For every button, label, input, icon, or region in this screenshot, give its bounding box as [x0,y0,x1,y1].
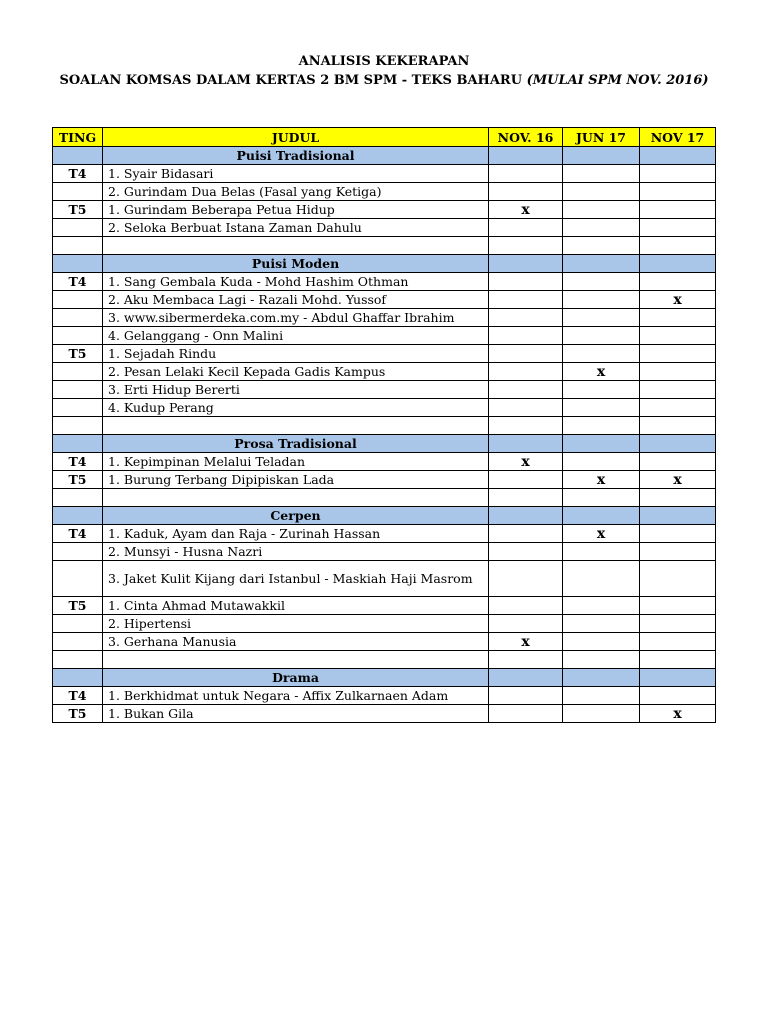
nov17-mark: x [640,471,716,489]
blank-row [53,417,716,435]
section-row [53,147,716,165]
section-nov17 [640,435,716,453]
judul-cell: 1. Cinta Ahmad Mutawakkil [103,597,489,615]
nov16-mark [489,327,563,345]
ting-cell [53,633,103,651]
ting-cell: T4 [53,687,103,705]
nov16-mark: x [489,201,563,219]
table-row [53,687,716,705]
judul-cell: 1. Burung Terbang Dipipiskan Lada [103,471,489,489]
blank-cell [103,417,489,435]
jun17-mark [563,273,640,291]
section-nov16 [489,507,563,525]
judul-cell: 2. Seloka Berbuat Istana Zaman Dahulu [103,219,489,237]
table-row [53,309,716,327]
ting-cell [53,561,103,597]
jun17-mark [563,633,640,651]
section-jun17 [563,669,640,687]
section-title: Cerpen [103,507,489,525]
blank-cell [103,651,489,669]
blank-cell [640,489,716,507]
ting-cell [53,309,103,327]
nov17-mark [640,687,716,705]
blank-cell [563,489,640,507]
nov16-mark [489,543,563,561]
ting-cell: T5 [53,201,103,219]
judul-cell: 1. Kepimpinan Melalui Teladan [103,453,489,471]
section-jun17 [563,147,640,165]
blank-cell [640,417,716,435]
nov16-mark: x [489,633,563,651]
nov17-mark [640,273,716,291]
nov16-mark [489,705,563,723]
section-ting [53,669,103,687]
ting-cell [53,381,103,399]
ting-cell: T5 [53,471,103,489]
table-row [53,543,716,561]
blank-cell [489,489,563,507]
table-row [53,291,716,309]
ting-cell [53,363,103,381]
ting-cell [53,291,103,309]
judul-cell: 2. Hipertensi [103,615,489,633]
nov17-mark [640,633,716,651]
table-row [53,345,716,363]
nov17-mark [640,201,716,219]
header-jun17: JUN 17 [563,128,640,147]
section-jun17 [563,507,640,525]
document-subtitle [0,73,768,88]
section-title: Puisi Moden [103,255,489,273]
nov16-mark [489,273,563,291]
blank-cell [563,651,640,669]
judul-cell: 3. Jaket Kulit Kijang dari Istanbul - Maskiah Haji Masrom [103,561,489,597]
section-ting [53,147,103,165]
nov17-mark [640,327,716,345]
nov16-mark [489,471,563,489]
nov17-mark [640,165,716,183]
nov17-mark [640,543,716,561]
judul-cell: 1. Gurindam Beberapa Petua Hidup [103,201,489,219]
judul-cell: 2. Gurindam Dua Belas (Fasal yang Ketiga) [103,183,489,201]
jun17-mark: x [563,471,640,489]
table-row [53,219,716,237]
table-row [53,705,716,723]
table-row [53,561,716,597]
blank-cell [640,237,716,255]
ting-cell [53,183,103,201]
jun17-mark [563,291,640,309]
blank-row [53,651,716,669]
section-nov16 [489,255,563,273]
nov16-mark [489,381,563,399]
nov16-mark [489,525,563,543]
blank-cell [103,237,489,255]
section-title: Drama [103,669,489,687]
nov16-mark: x [489,453,563,471]
nov16-mark [489,183,563,201]
blank-cell [53,489,103,507]
blank-cell [640,651,716,669]
nov16-mark [489,687,563,705]
nov16-mark [489,399,563,417]
ting-cell [53,615,103,633]
section-jun17 [563,255,640,273]
nov16-mark [489,309,563,327]
jun17-mark [563,327,640,345]
nov17-mark [640,381,716,399]
blank-cell [53,237,103,255]
table-row [53,201,716,219]
blank-row [53,489,716,507]
judul-cell: 1. Sejadah Rindu [103,345,489,363]
jun17-mark [563,561,640,597]
table-row [53,471,716,489]
section-ting [53,507,103,525]
table-row [53,399,716,417]
nov16-mark [489,615,563,633]
ting-cell [53,543,103,561]
blank-cell [103,489,489,507]
nov16-mark [489,363,563,381]
jun17-mark [563,183,640,201]
section-title: Puisi Tradisional [103,147,489,165]
jun17-mark [563,597,640,615]
section-title: Prosa Tradisional [103,435,489,453]
blank-cell [563,237,640,255]
section-nov16 [489,669,563,687]
nov17-mark [640,453,716,471]
nov17-mark [640,363,716,381]
table-row [53,165,716,183]
nov17-mark [640,399,716,417]
judul-cell: 3. www.sibermerdeka.com.my - Abdul Ghaffar Ibrahim [103,309,489,327]
frequency-table [52,127,716,723]
judul-cell: 3. Erti Hidup Bererti [103,381,489,399]
blank-cell [489,417,563,435]
judul-cell: 1. Syair Bidasari [103,165,489,183]
nov16-mark [489,165,563,183]
nov17-mark [640,597,716,615]
table-row [53,381,716,399]
nov16-mark [489,345,563,363]
jun17-mark [563,687,640,705]
jun17-mark [563,615,640,633]
ting-cell: T5 [53,345,103,363]
ting-cell [53,327,103,345]
jun17-mark [563,399,640,417]
judul-cell: 1. Kaduk, Ayam dan Raja - Zurinah Hassan [103,525,489,543]
judul-cell: 1. Berkhidmat untuk Negara - Affix Zulkarnaen Adam [103,687,489,705]
table-row [53,363,716,381]
ting-cell: T4 [53,525,103,543]
judul-cell: 1. Bukan Gila [103,705,489,723]
section-nov17 [640,507,716,525]
jun17-mark: x [563,525,640,543]
section-nov16 [489,435,563,453]
section-jun17 [563,435,640,453]
section-nov17 [640,669,716,687]
blank-cell [563,417,640,435]
ting-cell: T5 [53,597,103,615]
header-ting: TING [53,128,103,147]
judul-cell: 2. Munsyi - Husna Nazri [103,543,489,561]
nov17-mark: x [640,291,716,309]
jun17-mark [563,381,640,399]
jun17-mark [563,453,640,471]
judul-cell: 4. Kudup Perang [103,399,489,417]
table-row [53,453,716,471]
nov17-mark [640,183,716,201]
jun17-mark [563,219,640,237]
nov17-mark [640,219,716,237]
nov17-mark [640,345,716,363]
section-nov16 [489,147,563,165]
ting-cell: T4 [53,273,103,291]
table-header-row [53,128,716,147]
table-row [53,525,716,543]
table-row [53,633,716,651]
jun17-mark [563,201,640,219]
section-ting [53,255,103,273]
blank-row [53,237,716,255]
nov17-mark [640,615,716,633]
blank-cell [53,417,103,435]
nov17-mark: x [640,705,716,723]
jun17-mark [563,543,640,561]
table-row [53,327,716,345]
subtitle-italic: (MULAI SPM NOV. 2016) [526,73,709,88]
header-judul: JUDUL [103,128,489,147]
ting-cell [53,399,103,417]
jun17-mark [563,705,640,723]
header-nov16: NOV. 16 [489,128,563,147]
table-row [53,183,716,201]
nov16-mark [489,291,563,309]
section-nov17 [640,147,716,165]
nov17-mark [640,309,716,327]
ting-cell: T4 [53,165,103,183]
jun17-mark [563,309,640,327]
ting-cell: T4 [53,453,103,471]
judul-cell: 1. Sang Gembala Kuda - Mohd Hashim Othman [103,273,489,291]
jun17-mark: x [563,363,640,381]
section-nov17 [640,255,716,273]
nov17-mark [640,525,716,543]
section-ting [53,435,103,453]
judul-cell: 3. Gerhana Manusia [103,633,489,651]
table-row [53,615,716,633]
blank-cell [489,651,563,669]
table-row [53,273,716,291]
subtitle-main: SOALAN KOMSAS DALAM KERTAS 2 BM SPM - TEKS BAHARU [59,73,527,88]
ting-cell: T5 [53,705,103,723]
document-title: ANALISIS KEKERAPAN [298,54,470,69]
judul-cell: 2. Aku Membaca Lagi - Razali Mohd. Yussof [103,291,489,309]
jun17-mark [563,165,640,183]
nov16-mark [489,561,563,597]
header-nov17: NOV 17 [640,128,716,147]
table-body [53,147,716,723]
section-row [53,255,716,273]
table-row [53,597,716,615]
nov16-mark [489,597,563,615]
section-row [53,507,716,525]
nov17-mark [640,561,716,597]
judul-cell: 2. Pesan Lelaki Kecil Kepada Gadis Kampus [103,363,489,381]
ting-cell [53,219,103,237]
blank-cell [53,651,103,669]
jun17-mark [563,345,640,363]
section-row [53,435,716,453]
nov16-mark [489,219,563,237]
blank-cell [489,237,563,255]
judul-cell: 4. Gelanggang - Onn Malini [103,327,489,345]
section-row [53,669,716,687]
